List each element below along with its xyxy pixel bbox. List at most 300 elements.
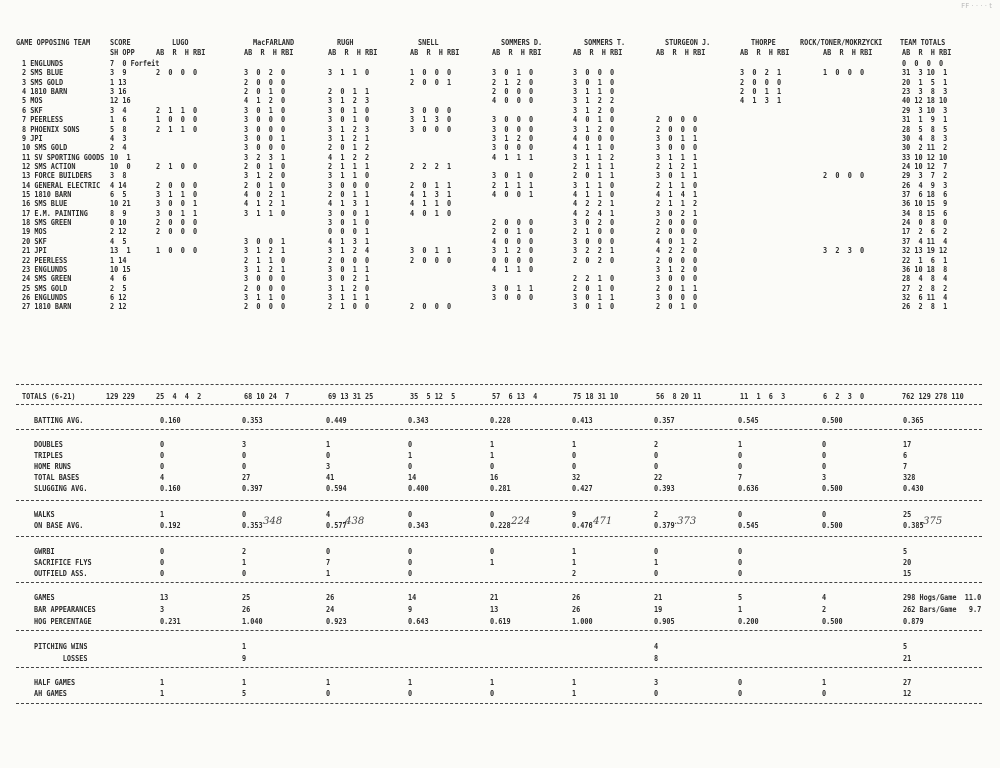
game-stat-cell: 3 0 0 1 [156, 199, 198, 209]
handwritten-obp-team: .375 [920, 516, 943, 527]
game-stat-cell: 24 0 8 0 [902, 218, 948, 228]
on-base-avg-value: 0.577 [326, 521, 347, 530]
game-stat-cell: 4 0 1 2 [656, 236, 698, 246]
game-row-label: 25 SMS GOLD [22, 283, 68, 293]
header-player: LUGO [172, 38, 189, 47]
games-block-value: 1.040 [242, 617, 263, 626]
game-row-label: 2 SMS BLUE [22, 68, 64, 78]
batting-avg-value: 0.357 [654, 416, 675, 425]
game-stat-cell: 3 0 0 1 [244, 236, 286, 246]
section-divider [16, 500, 982, 501]
misc-label: OUTFIELD ASS. [34, 569, 88, 578]
extra-base-value: 1 [490, 451, 495, 460]
totals-cell: 69 13 31 25 [328, 392, 374, 401]
divider-after-totals [16, 404, 982, 405]
game-stat-cell: 3 0 2 1 [328, 274, 370, 284]
extra-base-value: 4 [160, 473, 165, 482]
on-base-avg-value: 0.500 [822, 521, 843, 530]
game-stat-cell: 3 0 0 1 [328, 208, 370, 218]
misc-value: 5 [903, 547, 908, 556]
game-row-label: 9 JPI [22, 133, 43, 143]
game-score: 3 9 [110, 68, 127, 78]
section-divider [16, 703, 982, 704]
game-stat-cell: 3 1 1 2 [573, 152, 615, 162]
game-score: 10 1 [110, 152, 131, 162]
game-score: 5 8 [110, 124, 127, 134]
game-stat-cell: 4 0 1 0 [410, 208, 452, 218]
misc-label: SACRIFICE FLYS [34, 558, 92, 567]
game-stat-cell: 2 0 0 0 [740, 77, 782, 87]
header-player: SOMMERS T. [584, 38, 626, 47]
game-stat-cell: 3 0 1 1 [328, 264, 370, 274]
walks-value: 4 [326, 510, 331, 519]
game-row-label: 20 SKF [22, 236, 47, 246]
games-block-value: 25 [242, 593, 251, 602]
game-stat-cell: 3 0 0 0 [244, 115, 286, 125]
game-score: 8 9 [110, 208, 127, 218]
game-stat-cell: 3 0 1 0 [244, 105, 286, 115]
handwritten-obp-rugh: .438 [342, 516, 365, 527]
game-stat-cell: 22 1 6 1 [902, 255, 948, 265]
game-stat-cell: 3 1 2 0 [492, 246, 534, 256]
game-stat-cell: 2 0 1 1 [740, 87, 782, 97]
game-stat-cell: 2 1 1 0 [656, 180, 698, 190]
section-divider [16, 667, 982, 668]
extra-base-value: 3 [242, 440, 247, 449]
game-stat-cell: 2 0 0 0 [328, 255, 370, 265]
game-stat-cell: 2 0 0 0 [156, 227, 198, 237]
corner-mark: FF · · · · t [961, 2, 992, 10]
half-games-value: 0 [822, 689, 827, 698]
misc-value: 7 [326, 558, 331, 567]
game-stat-cell: 3 0 1 0 [328, 115, 370, 125]
game-stat-cell: 2 1 0 0 [156, 161, 198, 171]
game-stat-cell: 4 1 1 0 [573, 190, 615, 200]
game-stat-cell: 4 1 3 1 [740, 96, 782, 106]
extra-base-value: 0 [738, 451, 743, 460]
game-stat-cell: 3 1 1 0 [244, 293, 286, 302]
games-block-value: 26 [572, 605, 581, 614]
game-stat-cell: 2 0 1 1 [328, 87, 370, 97]
game-stat-cell: 2 0 0 0 [410, 255, 452, 265]
game-stat-cell: 24 10 12 7 [902, 161, 948, 171]
misc-value: 0 [738, 547, 743, 556]
game-stat-cell: 3 0 0 1 [244, 133, 286, 143]
game-row-label: 7 PEERLESS [22, 115, 64, 125]
divider-before-totals [16, 384, 982, 385]
games-block-value: 0.231 [160, 617, 181, 626]
misc-value: 1 [326, 569, 331, 578]
game-stat-cell: 3 0 1 1 [410, 246, 452, 256]
game-score: 3 4 [110, 105, 127, 115]
games-block-value: 13 [490, 605, 499, 614]
pitching-value: 8 [654, 654, 659, 663]
misc-value: 0 [408, 558, 413, 567]
misc-value: 0 [242, 569, 247, 578]
game-stat-cell: 3 1 2 1 [244, 264, 286, 274]
game-stat-cell: 1 0 0 0 [156, 246, 198, 256]
games-block-value: 9 [408, 605, 413, 614]
game-stat-cell: 3 0 2 0 [573, 218, 615, 228]
game-stat-cell: 3 1 1 0 [156, 190, 198, 200]
game-stat-cell: 2 1 1 0 [156, 124, 198, 134]
games-block-value: 26 [242, 605, 251, 614]
extra-base-value: 0.430 [903, 484, 924, 493]
half-games-value: 1 [160, 678, 165, 687]
game-stat-cell: 4 1 2 0 [244, 96, 286, 106]
game-row-label: 14 GENERAL ELECTRIC [22, 180, 101, 190]
extra-base-value: 6 [903, 451, 908, 460]
game-stat-cell: 2 0 1 0 [573, 283, 615, 293]
game-row-label: 4 1810 BARN [22, 87, 68, 97]
batting-avg-value: 0.343 [408, 416, 429, 425]
header-stat-cols: AB R H RBI [823, 48, 873, 57]
game-stat-cell: 27 2 8 2 [902, 283, 948, 293]
games-block-value: 2 [822, 605, 827, 614]
game-stat-cell: 3 2 2 1 [573, 246, 615, 256]
extra-base-value: 0 [490, 462, 495, 471]
pitching-label: LOSSES [34, 654, 88, 663]
game-stat-cell: 29 3 7 2 [902, 171, 948, 181]
totals-cell: 57 6 13 4 [492, 392, 538, 401]
game-stat-cell: 32 13 19 12 [902, 246, 948, 256]
extra-base-value: 0 [326, 451, 331, 460]
on-base-avg-value: 0.343 [408, 521, 429, 530]
game-score: 6 12 [110, 293, 127, 302]
game-stat-cell: 3 0 0 0 [492, 115, 534, 125]
games-block-label: GAMES [34, 593, 55, 602]
game-stat-cell: 4 0 1 0 [573, 115, 615, 125]
game-stat-cell: 3 0 0 0 [410, 124, 452, 134]
header-player: THORPE [751, 38, 776, 47]
game-stat-cell: 2 1 2 0 [492, 77, 534, 87]
walks-value: 1 [160, 510, 165, 519]
game-score: 4 3 [110, 133, 127, 143]
misc-value: 0 [654, 547, 659, 556]
header-score: SCORE [110, 38, 131, 47]
misc-value: 1 [572, 547, 577, 556]
extra-base-label: TRIPLES [34, 451, 63, 460]
extra-base-label: HOME RUNS [34, 462, 72, 471]
game-stat-cell: 3 1 1 0 [328, 68, 370, 78]
totals-cell: 762 129 278 110 [902, 392, 964, 401]
game-stat-cell: 4 0 0 0 [492, 236, 534, 246]
game-score: 10 21 [110, 199, 131, 209]
misc-value: 1 [242, 558, 247, 567]
game-stat-cell: 4 2 2 1 [573, 199, 615, 209]
game-stat-cell: 3 0 1 0 [328, 218, 370, 228]
totals-cell: 68 10 24 7 [244, 392, 290, 401]
extra-base-value: 0 [242, 462, 247, 471]
game-stat-cell: 2 0 0 0 [656, 218, 698, 228]
game-stat-cell: 2 1 2 1 [656, 161, 698, 171]
totals-score: 129 229 [106, 392, 135, 401]
game-stat-cell: 3 0 0 0 [656, 143, 698, 153]
game-row-label: 5 MOS [22, 96, 43, 106]
extra-base-label: TOTAL BASES [34, 473, 80, 482]
extra-base-value: 0.427 [572, 484, 593, 493]
game-stat-cell: 34 8 15 6 [902, 208, 948, 218]
game-row-label: 16 SMS BLUE [22, 199, 68, 209]
game-stat-cell: 2 0 2 0 [573, 255, 615, 265]
extra-base-value: 0 [160, 451, 165, 460]
game-stat-cell: 2 0 1 1 [410, 180, 452, 190]
misc-value: 0 [738, 558, 743, 567]
game-stat-cell: 3 0 1 0 [573, 77, 615, 87]
game-stat-cell: 4 0 0 1 [492, 190, 534, 200]
game-stat-cell: 3 0 1 0 [573, 302, 615, 312]
game-score: 2 4 [110, 143, 127, 153]
game-score: 13 1 [110, 246, 131, 256]
games-block-value: 21 [654, 593, 663, 602]
batting-avg-value: 0.500 [822, 416, 843, 425]
misc-value: 1 [572, 558, 577, 567]
extra-base-value: 17 [903, 440, 912, 449]
game-row-label: 27 1810 BARN [22, 302, 72, 312]
game-stat-cell: 1 0 0 0 [823, 68, 865, 78]
games-block-label: HOG PERCENTAGE [34, 617, 92, 626]
half-games-value: 0 [738, 689, 743, 698]
game-stat-cell: 37 6 18 6 [902, 190, 948, 200]
games-block-value: 0.905 [654, 617, 675, 626]
game-stat-cell: 3 0 1 0 [492, 171, 534, 181]
misc-value: 0 [326, 547, 331, 556]
header-game-team: GAME OPPOSING TEAM [16, 38, 91, 47]
pitching-value: 5 [903, 642, 908, 651]
on-base-avg-value: 0.353 [242, 521, 263, 530]
game-score: 10 0 [110, 161, 131, 171]
extra-base-value: 32 [572, 473, 581, 482]
game-stat-cell: 2 0 1 0 [244, 87, 286, 97]
game-stat-cell: 36 10 18 8 [902, 264, 948, 274]
game-stat-cell: 2 0 1 1 [573, 171, 615, 181]
game-stat-cell: 3 0 0 0 [492, 124, 534, 134]
batting-avg-value: 0.449 [326, 416, 347, 425]
game-score: 3 8 [110, 171, 127, 181]
section-divider [16, 582, 982, 583]
half-games-value: 0 [326, 689, 331, 698]
extra-base-value: 0.636 [738, 484, 759, 493]
game-stat-cell: 3 0 2 0 [244, 68, 286, 78]
extra-base-value: 0.393 [654, 484, 675, 493]
game-stat-cell: 2 0 0 0 [656, 255, 698, 265]
games-block-value: 19 [654, 605, 663, 614]
game-row-label: 21 JPI [22, 246, 47, 256]
game-stat-cell: 3 1 2 3 [328, 96, 370, 106]
game-stat-cell: 3 0 1 1 [573, 293, 615, 302]
games-block-label: BAR APPEARANCES [34, 605, 96, 614]
game-stat-cell: 3 0 0 0 [656, 293, 698, 302]
game-stat-cell: 2 0 1 1 [656, 283, 698, 293]
game-stat-cell: 4 0 0 0 [573, 133, 615, 143]
game-stat-cell: 20 1 5 1 [902, 77, 948, 87]
game-row-label: 17 E.M. PAINTING [22, 208, 88, 218]
game-stat-cell: 3 0 1 1 [656, 133, 698, 143]
header-stat-cols: AB R H RBI [656, 48, 706, 57]
game-stat-cell: 3 2 3 0 [823, 246, 865, 256]
misc-value: 0 [738, 569, 743, 578]
walks-value: 0 [738, 510, 743, 519]
half-games-value: 1 [408, 678, 413, 687]
game-stat-cell: 4 1 1 0 [410, 199, 452, 209]
pitching-label: PITCHING WINS [34, 642, 88, 651]
walks-label: WALKS [34, 510, 55, 519]
extra-base-value: 7 [738, 473, 743, 482]
extra-base-value: 7 [903, 462, 908, 471]
section-divider [16, 630, 982, 631]
walks-value: 0 [490, 510, 495, 519]
header-player: SOMMERS D. [501, 38, 543, 47]
game-stat-cell: 2 0 1 0 [244, 161, 286, 171]
games-block-value: 21 [490, 593, 499, 602]
extra-base-value: 22 [654, 473, 663, 482]
game-stat-cell: 2 0 0 0 [492, 87, 534, 97]
game-stat-cell: 2 0 0 0 [244, 77, 286, 87]
game-row-label: 12 SMS ACTION [22, 161, 76, 171]
extra-base-value: 0 [572, 462, 577, 471]
game-stat-cell: 3 0 0 0 [244, 143, 286, 153]
game-stat-cell: 2 2 1 0 [573, 274, 615, 284]
header-stat-cols: AB R H RBI [244, 48, 294, 57]
extra-base-value: 14 [408, 473, 417, 482]
game-row-label: 26 ENGLUNDS [22, 293, 68, 302]
game-row-label: 11 SV SPORTING GOODS [22, 152, 105, 162]
totals-cell: 25 4 4 2 [156, 392, 202, 401]
misc-value: 2 [242, 547, 247, 556]
half-games-label: HALF GAMES [34, 678, 76, 687]
game-stat-cell: 3 1 2 0 [328, 283, 370, 293]
game-stat-cell: 4 1 3 1 [328, 236, 370, 246]
game-stat-cell: 2 0 0 0 [656, 227, 698, 237]
batting-avg-value: 0.353 [242, 416, 263, 425]
misc-value: 0 [160, 547, 165, 556]
half-games-value: 1 [572, 678, 577, 687]
extra-base-value: 0 [654, 451, 659, 460]
game-stat-cell: 3 1 2 0 [573, 105, 615, 115]
half-games-value: 3 [654, 678, 659, 687]
extra-base-value: 0.160 [160, 484, 181, 493]
games-block-value: 13 [160, 593, 169, 602]
game-stat-cell: 3 0 0 0 [328, 180, 370, 190]
extra-base-value: 1 [408, 451, 413, 460]
game-score: 4 6 [110, 274, 127, 284]
extra-base-value: 0 [408, 462, 413, 471]
game-stat-cell: 4 1 1 1 [492, 152, 534, 162]
game-stat-cell: 3 0 0 0 [573, 236, 615, 246]
game-stat-cell: 3 0 1 0 [492, 68, 534, 78]
walks-value: 9 [572, 510, 577, 519]
walks-value: 0 [408, 510, 413, 519]
game-stat-cell: 28 5 8 5 [902, 124, 948, 134]
game-stat-cell: 30 2 11 2 [902, 143, 948, 153]
extra-base-value: 0 [822, 462, 827, 471]
game-stat-cell: 1 0 0 0 [156, 115, 198, 125]
game-stat-cell: 0 0 0 0 [902, 59, 944, 68]
header-stat-cols: AB R H RBI [328, 48, 378, 57]
game-stat-cell: 0 0 0 0 [492, 255, 534, 265]
extra-base-value: 27 [242, 473, 251, 482]
game-stat-cell: 4 1 2 2 [328, 152, 370, 162]
section-divider [16, 536, 982, 537]
extra-base-value: 0.400 [408, 484, 429, 493]
game-stat-cell: 3 1 1 1 [656, 152, 698, 162]
walks-value: 0 [822, 510, 827, 519]
pitching-value: 21 [903, 654, 912, 663]
game-stat-cell: 3 0 1 1 [656, 171, 698, 181]
extra-base-value: 0.397 [242, 484, 263, 493]
misc-value: 1 [490, 558, 495, 567]
on-base-avg-value: 0.192 [160, 521, 181, 530]
extra-base-value: 3 [822, 473, 827, 482]
game-stat-cell: 30 4 8 3 [902, 133, 948, 143]
extra-base-value: 0.500 [822, 484, 843, 493]
game-stat-cell: 3 1 2 0 [573, 124, 615, 134]
games-block-value: 4 [822, 593, 827, 602]
on-base-avg-label: ON BASE AVG. [34, 521, 84, 530]
extra-base-value: 41 [326, 473, 335, 482]
game-stat-cell: 2 0 0 0 [410, 302, 452, 312]
game-stat-cell: 2 0 0 0 [156, 68, 198, 78]
game-score: 0 10 [110, 218, 127, 228]
game-stat-cell: 4 1 1 0 [573, 143, 615, 153]
game-stat-cell: 2 1 0 0 [328, 302, 370, 312]
game-stat-cell: 3 0 0 0 [244, 124, 286, 134]
game-stat-cell: 2 0 0 0 [244, 302, 286, 312]
game-row-label: 10 SMS GOLD [22, 143, 68, 153]
header-player: STURGEON J. [665, 38, 711, 47]
game-stat-cell: 2 0 0 0 [656, 115, 698, 125]
game-stat-cell: 2 0 0 0 [244, 283, 286, 293]
misc-label: GWRBI [34, 547, 55, 556]
half-games-value: 27 [903, 678, 912, 687]
game-row-label: 15 1810 BARN [22, 190, 72, 200]
game-row-label: 19 MOS [22, 227, 47, 237]
game-stat-cell: 26 4 9 3 [902, 180, 948, 190]
header-stat-cols: AB R H RBI [902, 48, 952, 57]
section-divider [16, 429, 982, 430]
game-stat-cell: 36 10 15 9 [902, 199, 948, 209]
game-stat-cell: 2 0 0 0 [156, 218, 198, 228]
games-block-value: 1.000 [572, 617, 593, 626]
game-row-label: 22 PEERLESS [22, 255, 68, 265]
half-games-value: 0 [654, 689, 659, 698]
game-stat-cell: 4 1 3 1 [328, 199, 370, 209]
game-stat-cell: 4 1 2 1 [244, 199, 286, 209]
batting-avg-value: 0.228 [490, 416, 511, 425]
game-score: 10 15 [110, 264, 131, 274]
games-block-value: 26 [326, 593, 335, 602]
game-score: 6 5 [110, 190, 127, 200]
header-player: TEAM TOTALS [900, 38, 946, 47]
game-stat-cell: 0 0 0 1 [328, 227, 370, 237]
games-block-value: 262 Bars/Game 9.7 [903, 605, 982, 614]
walks-value: 2 [654, 510, 659, 519]
extra-base-value: 0 [572, 451, 577, 460]
misc-value: 0 [654, 569, 659, 578]
game-stat-cell: 3 1 2 0 [656, 264, 698, 274]
games-block-value: 3 [160, 605, 165, 614]
extra-base-value: 0.594 [326, 484, 347, 493]
misc-value: 0 [408, 569, 413, 578]
totals-cell: 75 18 31 10 [573, 392, 619, 401]
games-block-value: 0.500 [822, 617, 843, 626]
game-row-label: 1 ENGLUNDS [22, 59, 64, 68]
on-base-avg-value: 0.385 [903, 521, 924, 530]
game-stat-cell: 3 1 1 0 [573, 87, 615, 97]
game-stat-cell: 2 0 0 0 [656, 124, 698, 134]
game-stat-cell: 3 0 0 0 [656, 274, 698, 284]
game-stat-cell: 3 1 2 1 [328, 133, 370, 143]
